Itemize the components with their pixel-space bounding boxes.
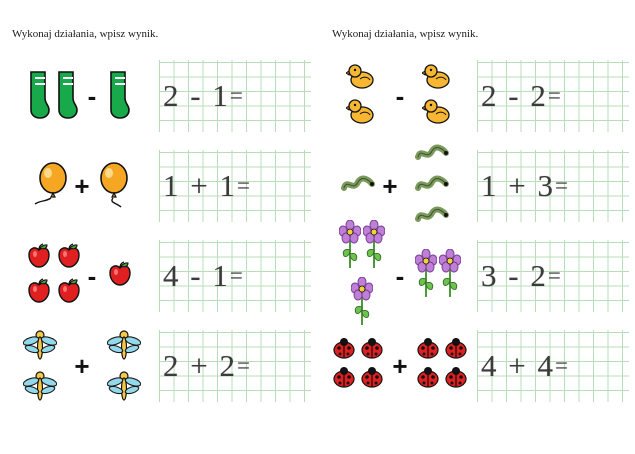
duck-icon	[422, 62, 454, 95]
ladybug-icon	[359, 367, 385, 394]
operator-sign: +	[74, 171, 90, 201]
picture-set-right	[401, 140, 463, 233]
dragonfly-icon	[23, 367, 57, 406]
equals-sign: =	[554, 353, 570, 378]
answer-grid-area[interactable]	[159, 330, 311, 402]
equals-sign: =	[236, 173, 252, 198]
sock-icon	[27, 68, 53, 125]
dragonfly-icon	[23, 326, 57, 365]
picture-group	[324, 142, 476, 230]
picture-set-right	[99, 67, 141, 126]
exercise-row	[324, 322, 629, 410]
picture-set-right	[411, 337, 473, 395]
balloon-icon	[31, 158, 69, 215]
answer-grid-area[interactable]	[477, 150, 629, 222]
picture-group	[324, 322, 476, 410]
operator-sign: -	[87, 261, 97, 291]
answer-grid-area[interactable]	[477, 240, 629, 312]
worksheet-column-right	[318, 0, 635, 454]
flower-icon	[415, 249, 437, 304]
picture-set-right	[93, 157, 135, 216]
instruction-text-right: Wykonaj działania, wpisz wynik.	[332, 28, 479, 40]
sock-icon	[55, 68, 81, 125]
ladybug-icon	[415, 367, 441, 394]
sock-icon	[107, 68, 133, 125]
flower-icon	[363, 220, 385, 275]
apple-icon	[106, 260, 134, 293]
duck-icon	[422, 97, 454, 130]
ladybug-icon	[443, 338, 469, 365]
ladybug-icon	[331, 367, 357, 394]
equation-text: 2 - 1=	[163, 78, 245, 113]
exercise-row	[6, 232, 311, 320]
equals-sign: =	[547, 83, 563, 108]
worm-icon	[415, 141, 449, 170]
picture-group	[324, 232, 476, 320]
picture-set-left	[23, 67, 85, 126]
operator-sign: -	[395, 81, 405, 111]
balloon-icon	[95, 158, 133, 215]
worm-icon	[415, 172, 449, 201]
answer-grid-area[interactable]	[477, 330, 629, 402]
dragonfly-icon	[107, 326, 141, 365]
operator-sign: +	[392, 351, 408, 381]
ladybug-icon	[331, 338, 357, 365]
exercise-row	[6, 322, 311, 410]
exercise-row	[6, 52, 311, 140]
equals-sign: =	[229, 83, 245, 108]
exercise-row	[324, 52, 629, 140]
flower-icon	[339, 220, 361, 275]
apple-icon	[55, 277, 83, 310]
duck-icon	[346, 97, 378, 130]
picture-set-right	[99, 259, 141, 294]
equals-sign: =	[554, 173, 570, 198]
picture-group	[6, 322, 158, 410]
worm-icon	[341, 172, 375, 201]
worm-icon	[415, 203, 449, 232]
picture-set-left	[29, 157, 71, 216]
picture-group	[6, 52, 158, 140]
operator-sign: -	[395, 261, 405, 291]
equation-text: 3 - 2=	[481, 258, 563, 293]
answer-grid-area[interactable]	[159, 60, 311, 132]
picture-group	[6, 232, 158, 320]
duck-icon	[346, 62, 378, 95]
operator-sign: +	[74, 351, 90, 381]
equation-text: 2 - 2=	[481, 78, 563, 113]
picture-set-right	[407, 61, 469, 131]
answer-grid-area[interactable]	[159, 150, 311, 222]
equation-text: 2 + 2=	[163, 348, 252, 383]
worksheet-column-left	[0, 0, 317, 454]
apple-icon	[25, 242, 53, 275]
picture-set-left	[331, 61, 393, 131]
picture-group	[6, 142, 158, 230]
equals-sign: =	[229, 263, 245, 288]
picture-set-right	[407, 248, 469, 305]
picture-set-left	[337, 171, 379, 202]
equation-text: 1 + 1=	[163, 168, 252, 203]
ladybug-icon	[359, 338, 385, 365]
equation-text: 4 - 1=	[163, 258, 245, 293]
apple-icon	[55, 242, 83, 275]
operator-sign: -	[87, 81, 97, 111]
ladybug-icon	[443, 367, 469, 394]
apple-icon	[25, 277, 53, 310]
equation-text: 4 + 4=	[481, 348, 570, 383]
answer-grid-area[interactable]	[159, 240, 311, 312]
picture-set-left	[23, 241, 85, 311]
answer-grid-area[interactable]	[477, 60, 629, 132]
picture-set-left	[327, 337, 389, 395]
exercise-row	[324, 142, 629, 230]
picture-group	[324, 52, 476, 140]
picture-set-right	[93, 325, 155, 407]
ladybug-icon	[415, 338, 441, 365]
equals-sign: =	[547, 263, 563, 288]
picture-set-left	[9, 325, 71, 407]
equation-text: 1 + 3=	[481, 168, 570, 203]
operator-sign: +	[382, 171, 398, 201]
exercise-row	[6, 142, 311, 230]
flower-icon	[439, 249, 461, 304]
picture-set-left	[331, 219, 393, 333]
exercise-row	[324, 232, 629, 320]
equals-sign: =	[236, 353, 252, 378]
instruction-text-left: Wykonaj działania, wpisz wynik.	[12, 28, 159, 40]
dragonfly-icon	[107, 367, 141, 406]
